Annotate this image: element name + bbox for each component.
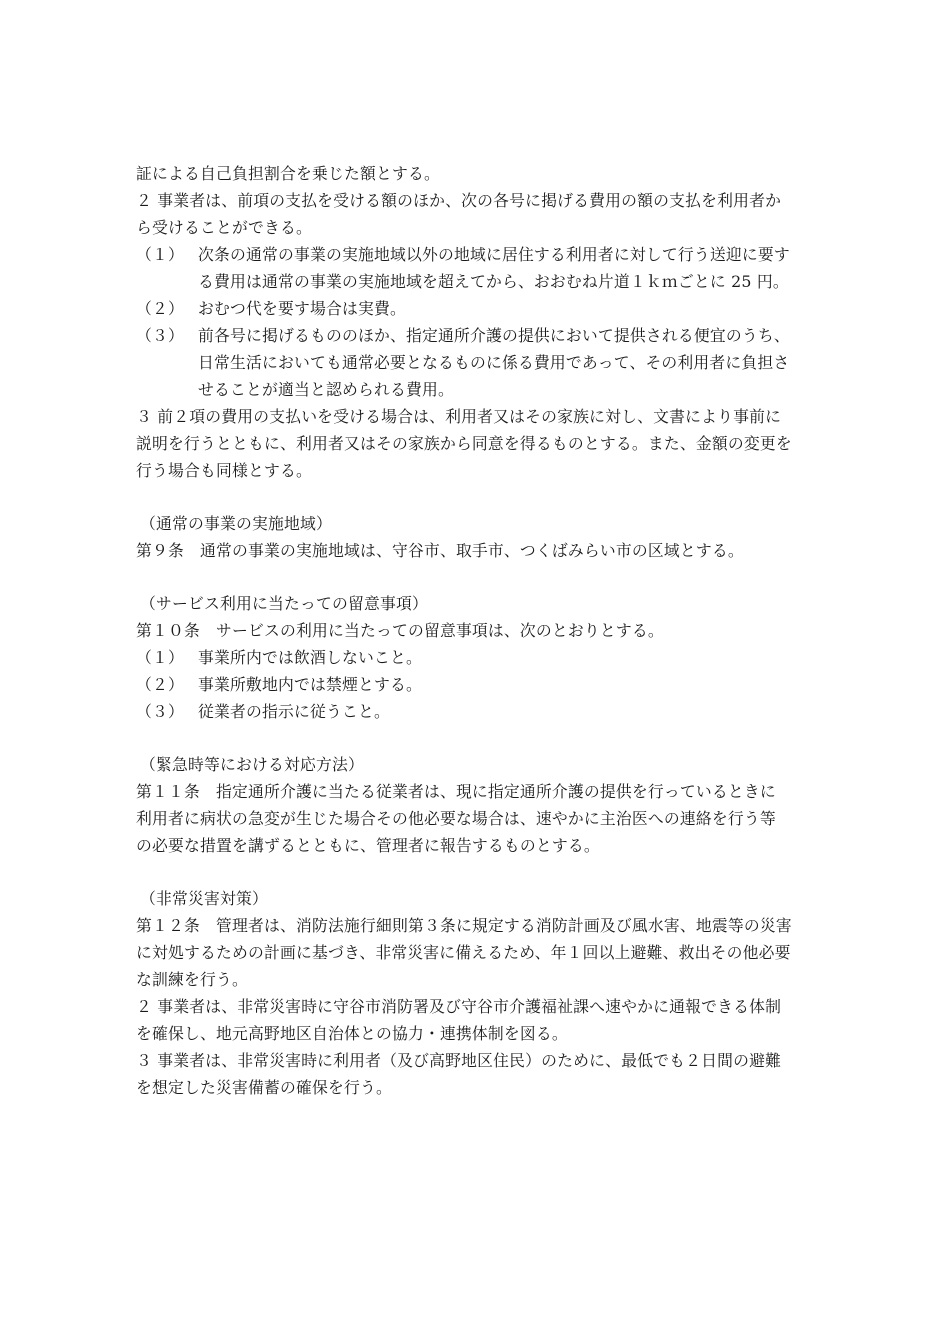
text-line: 説明を行うとともに、利用者又はその家族から同意を得るものとする。また、金額の変更を	[136, 434, 792, 453]
list-item	[136, 241, 812, 295]
list-item	[136, 295, 812, 322]
item-text: 事業所敷地内では禁煙とする。	[198, 675, 422, 694]
article-text: 第１１条 指定通所介護に当たる従業者は、現に指定通所介護の提供を行っているときに	[136, 782, 776, 801]
text-line: ら受けることができる。	[136, 218, 312, 237]
list-item	[136, 322, 812, 403]
spacer	[136, 484, 812, 510]
item-number: （２）	[136, 299, 184, 318]
text-line: 証による自己負担割合を乗じた額とする。	[136, 164, 440, 183]
item-text: る費用は通常の事業の実施地域を超えてから、おおむね片道１ｋｍごとに 25 円。	[198, 272, 789, 291]
spacer	[136, 859, 812, 885]
item-number: （３）	[136, 702, 184, 721]
item-text: 次条の通常の事業の実施地域以外の地域に居住する利用者に対して行う送迎に要す	[198, 245, 790, 264]
article-heading: （緊急時等における対応方法）	[140, 755, 364, 774]
item-number: （１）	[136, 648, 184, 667]
article-text: を確保し、地元高野地区自治体との協力・連携体制を図る。	[136, 1024, 568, 1043]
item-text: おむつ代を要す場合は実費。	[198, 299, 406, 318]
spacer	[136, 725, 812, 751]
article-text: の必要な措置を講ずるとともに、管理者に報告するものとする。	[136, 836, 600, 855]
item-number: （１）	[136, 245, 184, 264]
item-number: （３）	[136, 326, 184, 345]
article-text: ３ 事業者は、非常災害時に利用者（及び高野地区住民）のために、最低でも２日間の避難	[136, 1051, 782, 1070]
article-text: 利用者に病状の急変が生じた場合その他必要な場合は、速やかに主治医への連絡を行う等	[136, 809, 776, 828]
article-text: を想定した災害備蓄の確保を行う。	[136, 1078, 392, 1097]
article-text: 第９条 通常の事業の実施地域は、守谷市、取手市、つくばみらい市の区域とする。	[136, 541, 744, 560]
article-text: 第１２条 管理者は、消防法施行細則第３条に規定する消防計画及び風水害、地震等の災害	[136, 916, 792, 935]
list-item	[136, 644, 812, 671]
item-text: 日常生活においても通常必要となるものに係る費用であって、その利用者に負担さ	[198, 353, 790, 372]
document-page	[136, 160, 812, 1101]
article-heading: （サービス利用に当たっての留意事項）	[140, 594, 428, 613]
text-line: ３ 前２項の費用の支払いを受ける場合は、利用者又はその家族に対し、文書により事前に	[136, 407, 782, 426]
article-heading: （通常の事業の実施地域）	[140, 514, 332, 533]
text-line: 行う場合も同様とする。	[136, 461, 312, 480]
article-text: 第１０条 サービスの利用に当たっての留意事項は、次のとおりとする。	[136, 621, 664, 640]
item-number: （２）	[136, 675, 184, 694]
article-text: に対処するための計画に基づき、非常災害に備えるため、年１回以上避難、救出その他必要	[136, 943, 791, 962]
item-text: 前各号に掲げるもののほか、指定通所介護の提供において提供される便宜のうち、	[198, 326, 790, 345]
spacer	[136, 564, 812, 590]
list-item	[136, 698, 812, 725]
item-text: 従業者の指示に従うこと。	[198, 702, 390, 721]
text-line: ２ 事業者は、前項の支払を受ける額のほか、次の各号に掲げる費用の額の支払を利用者か	[136, 191, 782, 210]
item-text: せることが適当と認められる費用。	[198, 380, 454, 399]
item-text: 事業所内では飲酒しないこと。	[198, 648, 422, 667]
article-text: ２ 事業者は、非常災害時に守谷市消防署及び守谷市介護福祉課へ速やかに通報できる体制	[136, 997, 782, 1016]
article-text: な訓練を行う。	[136, 970, 248, 989]
article-heading: （非常災害対策）	[140, 889, 268, 908]
list-item	[136, 671, 812, 698]
